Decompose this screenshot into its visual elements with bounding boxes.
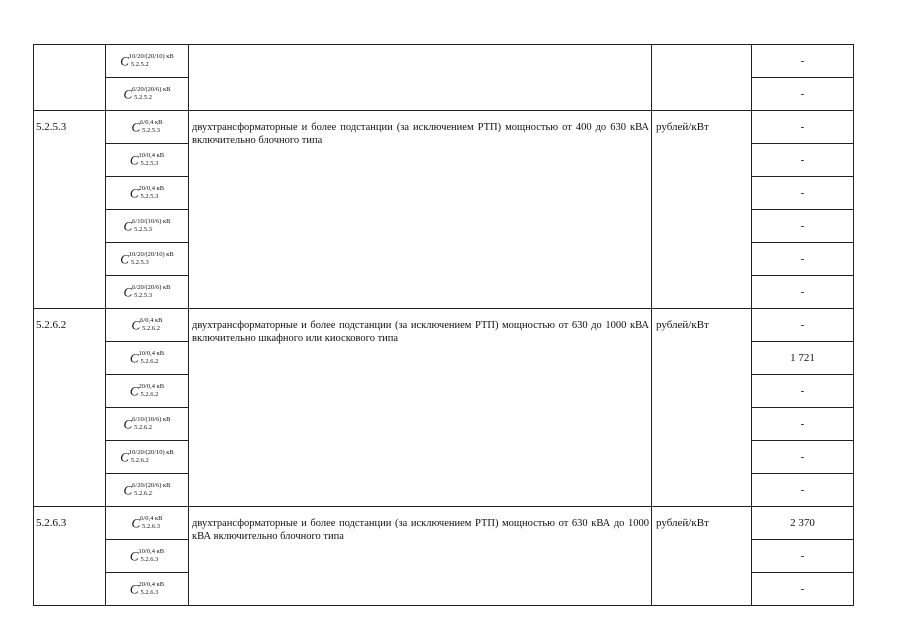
table-row (34, 309, 854, 342)
rate-value: - (752, 177, 854, 210)
table-row (34, 111, 854, 144)
unit-of-measure: рублей/кВт (652, 309, 752, 507)
symbol-superscript: 6/20/(20/6) кВ (132, 86, 171, 94)
item-number (34, 45, 106, 111)
symbol-subscript: 5.2.5.3 (140, 160, 159, 168)
item-number: 5.2.6.3 (34, 507, 106, 606)
rate-value: - (752, 540, 854, 573)
rate-value: - (752, 78, 854, 111)
symbol-letter: C (131, 119, 141, 135)
symbol-letter: C (123, 482, 133, 498)
item-description: двухтрансформаторные и более подстанции (за исключением РТП) мощностью от 630 кВА до 1000 кВА включительно блочного типа (189, 507, 652, 606)
symbol-subscript: 5.2.6.3 (142, 523, 161, 531)
symbol-superscript: 6/10/(10/6) кВ (132, 218, 171, 226)
rate-symbol (106, 144, 189, 177)
symbol-letter: C (131, 317, 141, 333)
rate-value: - (752, 144, 854, 177)
rate-symbol (106, 375, 189, 408)
symbol-letter: C (129, 548, 139, 564)
symbol-letter: C (123, 86, 133, 102)
rate-symbol (106, 243, 189, 276)
symbol-superscript: 10/0,4 кВ (138, 548, 165, 556)
symbol-subscript: 5.2.5.3 (134, 292, 153, 300)
symbol-superscript: 6/10/(10/6) кВ (132, 416, 171, 424)
symbol-superscript: 10/0,4 кВ (138, 152, 165, 160)
rate-symbol (106, 342, 189, 375)
rate-value: - (752, 45, 854, 78)
rate-value: - (752, 243, 854, 276)
tariff-table (33, 44, 854, 606)
symbol-superscript: 6/20/(20/6) кВ (132, 284, 171, 292)
rate-value: - (752, 474, 854, 507)
symbol-superscript: 6/0,4 кВ (140, 515, 163, 523)
rate-symbol (106, 276, 189, 309)
symbol-subscript: 5.2.5.2 (130, 61, 149, 69)
item-description: двухтрансформаторные и более подстанции (за исключением РТП) мощностью от 630 до 1000 кВА включительно шкафного или киоскового типа (189, 309, 652, 507)
rate-symbol (106, 540, 189, 573)
rate-symbol (106, 309, 189, 342)
item-number: 5.2.6.2 (34, 309, 106, 507)
symbol-subscript: 5.2.5.3 (140, 193, 159, 201)
rate-value: 1 721 (752, 342, 854, 375)
symbol-letter: C (120, 53, 129, 69)
symbol-superscript: 10/20/(20/10) кВ (128, 53, 174, 61)
symbol-subscript: 5.2.6.2 (140, 358, 159, 366)
symbol-letter: C (123, 284, 133, 300)
rate-symbol (106, 45, 189, 78)
unit-of-measure: рублей/кВт (652, 507, 752, 606)
rate-symbol (106, 78, 189, 111)
symbol-subscript: 5.2.5.3 (142, 127, 161, 135)
symbol-letter: C (129, 152, 139, 168)
symbol-letter: C (120, 251, 129, 267)
symbol-superscript: 20/0,4 кВ (138, 581, 165, 589)
symbol-letter: C (129, 185, 139, 201)
rate-value: - (752, 375, 854, 408)
symbol-subscript: 5.2.6.2 (134, 424, 153, 432)
symbol-subscript: 5.2.6.3 (140, 589, 159, 597)
symbol-letter: C (129, 350, 139, 366)
rate-value: - (752, 441, 854, 474)
symbol-letter: C (131, 515, 141, 531)
symbol-superscript: 6/20/(20/6) кВ (132, 482, 171, 490)
rate-symbol (106, 210, 189, 243)
symbol-letter: C (129, 581, 139, 597)
rate-value: - (752, 408, 854, 441)
rate-symbol (106, 111, 189, 144)
rate-symbol (106, 474, 189, 507)
symbol-letter: C (120, 449, 129, 465)
rate-value: 2 370 (752, 507, 854, 540)
symbol-subscript: 5.2.6.3 (140, 556, 159, 564)
symbol-subscript: 5.2.5.3 (130, 259, 149, 267)
tariff-table-page (33, 44, 854, 606)
symbol-subscript: 5.2.6.2 (142, 325, 161, 333)
unit-of-measure (652, 45, 752, 111)
symbol-subscript: 5.2.6.2 (134, 490, 153, 498)
symbol-superscript: 20/0,4 кВ (138, 185, 165, 193)
symbol-superscript: 20/0,4 кВ (138, 383, 165, 391)
symbol-subscript: 5.2.5.2 (134, 94, 153, 102)
symbol-superscript: 10/20/(20/10) кВ (128, 449, 174, 457)
item-description: двухтрансформаторные и более подстанции (за исключением РТП) мощностью от 400 до 630 кВА включительно блочного типа (189, 111, 652, 309)
symbol-subscript: 5.2.5.3 (134, 226, 153, 234)
item-description (189, 45, 652, 111)
table-row (34, 507, 854, 540)
rate-value: - (752, 573, 854, 606)
symbol-letter: C (123, 416, 133, 432)
rate-symbol (106, 573, 189, 606)
rate-symbol (106, 441, 189, 474)
symbol-superscript: 10/20/(20/10) кВ (128, 251, 174, 259)
symbol-superscript: 6/0,4 кВ (140, 317, 163, 325)
item-number: 5.2.5.3 (34, 111, 106, 309)
unit-of-measure: рублей/кВт (652, 111, 752, 309)
rate-value: - (752, 276, 854, 309)
symbol-superscript: 10/0,4 кВ (138, 350, 165, 358)
symbol-subscript: 5.2.6.2 (140, 391, 159, 399)
symbol-letter: C (123, 218, 133, 234)
rate-symbol (106, 408, 189, 441)
rate-symbol (106, 177, 189, 210)
table-row (34, 45, 854, 78)
symbol-letter: C (129, 383, 139, 399)
symbol-superscript: 6/0,4 кВ (140, 119, 163, 127)
rate-value: - (752, 111, 854, 144)
rate-symbol (106, 507, 189, 540)
rate-value: - (752, 309, 854, 342)
symbol-subscript: 5.2.6.2 (130, 457, 149, 465)
rate-value: - (752, 210, 854, 243)
